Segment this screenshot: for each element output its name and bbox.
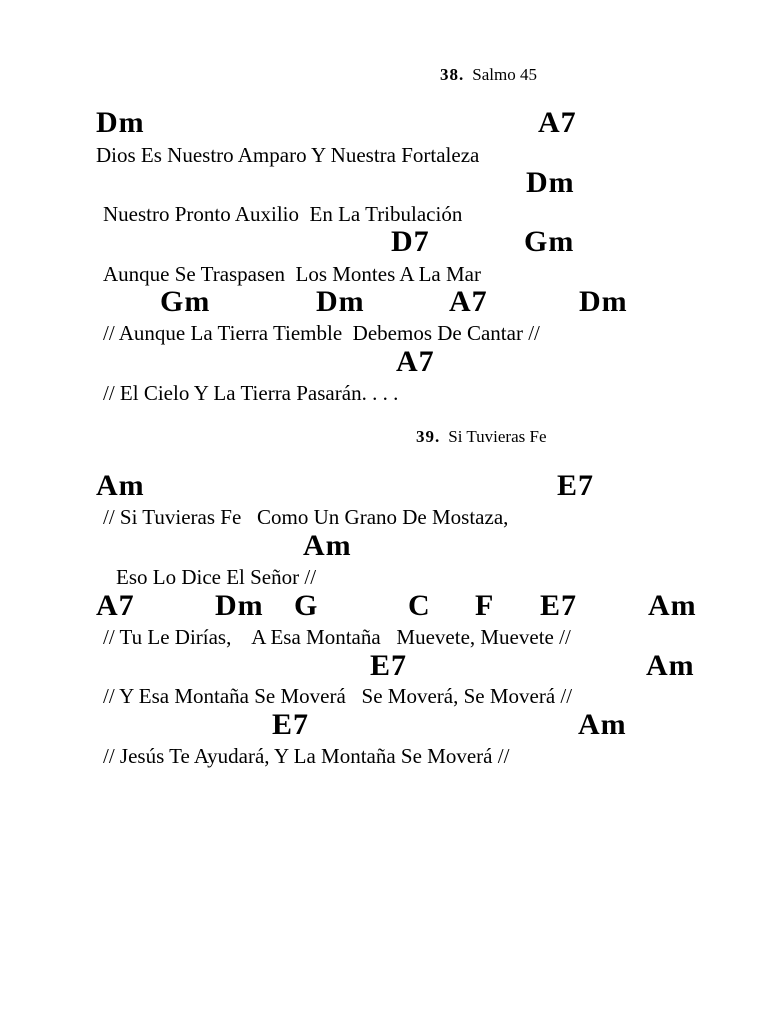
lyric-line: Aunque Se Traspasen Los Montes A La Mar: [103, 262, 481, 286]
song-title-38: [440, 66, 537, 83]
chord: E7: [540, 589, 578, 622]
chord: Am: [303, 529, 352, 562]
chord: E7: [272, 708, 310, 741]
song-name: Si Tuvieras Fe: [448, 427, 547, 446]
lyric-line: // Si Tuvieras Fe Como Un Grano De Mostaza,: [103, 505, 509, 529]
chord: Gm: [160, 285, 211, 318]
chord: A7: [538, 106, 577, 139]
chord: A7: [96, 589, 135, 622]
lyric-line: // Y Esa Montaña Se Moverá Se Moverá, Se Moverá //: [103, 684, 573, 708]
chord: Dm: [215, 589, 264, 622]
chord: Dm: [96, 106, 145, 139]
lyric-line: // Aunque La Tierra Tiemble Debemos De Cantar //: [103, 321, 540, 345]
chord: Am: [646, 649, 695, 682]
chord: Gm: [524, 225, 575, 258]
song-number: 38.: [440, 65, 465, 84]
chord: E7: [370, 649, 408, 682]
song-number: 39.: [416, 427, 441, 446]
lyric-line: // Jesús Te Ayudará, Y La Montaña Se Moverá //: [103, 744, 510, 768]
lyric-line: // El Cielo Y La Tierra Pasarán. . . .: [103, 381, 399, 405]
chord: Dm: [526, 166, 575, 199]
chord: E7: [557, 469, 595, 502]
lyric-line: // Tu Le Dirías, A Esa Montaña Muevete, Muevete //: [103, 625, 571, 649]
song-title-39: [416, 428, 547, 445]
lyric-line: Eso Lo Dice El Señor //: [116, 565, 317, 589]
chord: A7: [396, 345, 435, 378]
chord: A7: [449, 285, 488, 318]
chord: F: [475, 589, 495, 622]
chord: Dm: [316, 285, 365, 318]
chord: Am: [648, 589, 697, 622]
lyric-line: Nuestro Pronto Auxilio En La Tribulación: [103, 202, 463, 226]
chord: Dm: [579, 285, 628, 318]
chord: G: [294, 589, 319, 622]
chord: Am: [96, 469, 145, 502]
chord: C: [408, 589, 431, 622]
chord: D7: [391, 225, 430, 258]
song-name: Salmo 45: [472, 65, 537, 84]
lyric-line: Dios Es Nuestro Amparo Y Nuestra Fortaleza: [96, 143, 480, 167]
chord: Am: [578, 708, 627, 741]
